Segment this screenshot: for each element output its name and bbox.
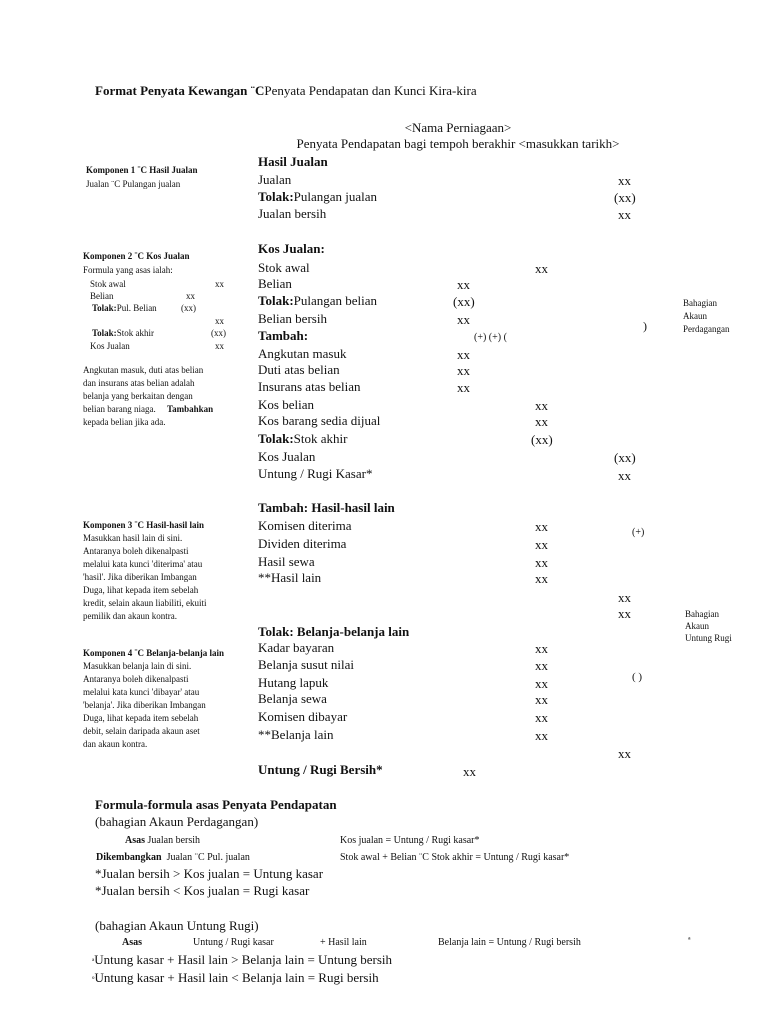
dividen-label: Dividen diterima <box>258 536 347 551</box>
k2-row-value: xx <box>215 279 224 289</box>
pnl-note-line: Bahagian <box>685 609 719 619</box>
k3-line: 'hasil'. Jika diberikan Imbangan <box>83 572 197 582</box>
k2-row-label: Belian <box>90 291 114 301</box>
kos-belian-value: xx <box>535 398 548 413</box>
belanja-lain-value: xx <box>535 728 548 743</box>
duti-value: xx <box>457 363 470 378</box>
k4-line: Duga, lihat kepada item sebelah <box>83 713 199 723</box>
pulangan-belian-value: (xx) <box>453 294 475 309</box>
pulangan-jualan-label: Tolak:Pulangan jualan <box>258 189 378 204</box>
kos-belian-label: Kos belian <box>258 397 314 412</box>
close-paren-mark: ) <box>643 319 647 333</box>
belanja-lain-label: **Belanja lain <box>258 727 334 742</box>
hasil-jualan-heading: Hasil Jualan <box>258 154 328 169</box>
plus-single: (+) <box>632 527 645 538</box>
k2-note-line: belanja yang berkaitan dengan <box>83 391 193 401</box>
k3-line: kredit, selain akaun liabiliti, ekuiti <box>83 598 207 608</box>
komisen-diterima-value: xx <box>535 519 548 534</box>
pnl-note-line: Untung Rugi <box>685 633 732 643</box>
k1-title: Komponen 1 ¨C Hasil Jualan <box>86 165 198 175</box>
rule-line: ºUntung kasar + Hasil lain < Belanja lain = Rugi bersih <box>92 970 379 985</box>
asas2-a: Untung / Rugi kasar <box>193 937 274 948</box>
k2-note-bold: Tambahkan <box>166 404 214 414</box>
stok-akhir-label: Tolak:Stok akhir <box>258 431 348 446</box>
jualan-bersih-value: xx <box>618 207 631 222</box>
kos-barang-value: xx <box>535 414 548 429</box>
trading-note-line: Bahagian <box>683 298 717 308</box>
komisen-dibayar-value: xx <box>535 710 548 725</box>
k2-row-label: Tolak:Pul. Belian <box>92 303 157 313</box>
stok-awal-value: xx <box>535 261 548 276</box>
hutang-lapuk-label: Hutang lapuk <box>258 675 329 690</box>
stok-akhir-value: (xx) <box>531 432 553 447</box>
k2-note-line: dan insurans atas belian adalah <box>83 378 195 388</box>
pnl-subheading: (bahagian Akaun Untung Rugi) <box>95 918 259 933</box>
kadar-bayaran-label: Kadar bayaran <box>258 640 335 655</box>
insurans-value: xx <box>457 380 470 395</box>
pulangan-belian-label: Tolak:Pulangan belian <box>258 293 378 308</box>
angkutan-masuk-label: Angkutan masuk <box>258 346 347 361</box>
page-title <box>95 84 477 97</box>
hasil-sewa-label: Hasil sewa <box>258 554 315 569</box>
k2-title: Komponen 2 ¨C Kos Jualan <box>83 251 190 261</box>
k3-title: Komponen 3 ¨C Hasil-hasil lain <box>83 520 205 530</box>
pulangan-jualan-value: (xx) <box>614 190 636 205</box>
belian-bersih-value: xx <box>457 312 470 327</box>
asas2-label: Asas <box>122 937 143 948</box>
belanja-lain-heading: Tolak: Belanja-belanja lain <box>258 624 410 639</box>
dividen-value: xx <box>535 537 548 552</box>
kadar-bayaran-value: xx <box>535 641 548 656</box>
asas-row: Asas Jualan bersih <box>125 835 201 846</box>
belian-label: Belian <box>258 276 292 291</box>
susut-nilai-value: xx <box>535 658 548 673</box>
page-title-rest: Penyata Pendapatan dan Kunci Kira-kira <box>264 83 477 98</box>
k3-line: melalui kata kunci 'diterima' atau <box>83 559 203 569</box>
k4-title: Komponen 4 ¨C Belanja-belanja lain <box>83 648 225 658</box>
trading-subheading: (bahagian Akaun Perdagangan) <box>95 814 259 829</box>
k2-note-line: Angkutan masuk, duti atas belian <box>83 365 204 375</box>
rule-line: *Jualan bersih > Kos jualan = Untung kasar <box>95 866 324 881</box>
k2-row-value: xx <box>186 291 195 301</box>
jualan-bersih-label: Jualan bersih <box>258 206 327 221</box>
k2-row-label: Tolak:Stok akhir <box>92 328 154 338</box>
tambah-label: Tambah: <box>258 328 309 343</box>
asas2-formula: Belanja lain = Untung / Rugi bersih <box>438 937 581 948</box>
dikembangkan-formula: Stok awal + Belian ¨C Stok akhir = Untung / Rugi kasar* <box>340 852 570 863</box>
kos-jualan-label: Kos Jualan <box>258 449 316 464</box>
susut-nilai-label: Belanja susut nilai <box>258 657 355 672</box>
asas-formula: Kos jualan = Untung / Rugi kasar* <box>340 835 480 846</box>
k4-line: 'belanja'. Jika diberikan Imbangan <box>83 700 206 710</box>
k1-line: Jualan ¨C Pulangan jualan <box>86 179 181 189</box>
k2-note-line: belian barang niaga. Tambahkan <box>83 404 214 414</box>
subtotal-value: xx <box>618 590 631 605</box>
k2-row-value: (xx) <box>181 303 196 313</box>
trading-note-line: Akaun <box>683 311 707 321</box>
untung-bersih-value: xx <box>463 764 476 779</box>
belanja-sewa-value: xx <box>535 692 548 707</box>
total-belanja-value: xx <box>618 746 631 761</box>
k2-row-value: (xx) <box>211 328 226 338</box>
hutang-lapuk-value: xx <box>535 676 548 691</box>
insurans-label: Insurans atas belian <box>258 379 361 394</box>
angkutan-masuk-value: xx <box>457 347 470 362</box>
k2-note-line: kepada belian jika ada. <box>83 417 166 427</box>
k4-line: Antaranya boleh dikenalpasti <box>83 674 189 684</box>
subtotal-value: xx <box>618 606 631 621</box>
hasil-lain-label: **Hasil lain <box>258 570 322 585</box>
rule-line: *Jualan bersih < Kos jualan = Rugi kasar <box>95 883 310 898</box>
stok-awal-label: Stok awal <box>258 260 310 275</box>
belanja-sewa-label: Belanja sewa <box>258 691 327 706</box>
star-marker: ª <box>688 935 691 945</box>
hasil-sewa-value: xx <box>535 555 548 570</box>
asas2-b: + Hasil lain <box>320 937 367 948</box>
k3-line: pemilik dan akaun kontra. <box>83 611 177 621</box>
empty-parens: ( ) <box>632 671 643 683</box>
plus-marks: (+) (+) ( <box>474 332 507 343</box>
belian-value: xx <box>457 277 470 292</box>
k4-line: melalui kata kunci 'dibayar' atau <box>83 687 200 697</box>
hasil-lain-value: xx <box>535 571 548 586</box>
belian-bersih-label: Belian bersih <box>258 311 327 326</box>
k4-line: Masukkan belanja lain di sini. <box>83 661 192 671</box>
rule-line: ªUntung kasar + Hasil lain > Belanja lain = Untung bersih <box>92 952 393 967</box>
kos-barang-label: Kos barang sedia dijual <box>258 413 381 428</box>
pnl-note-line: Akaun <box>685 621 709 631</box>
k3-line: Antaranya boleh dikenalpasti <box>83 546 189 556</box>
k2-formula-intro: Formula yang asas ialah: <box>83 265 173 275</box>
k3-line: Masukkan hasil lain di sini. <box>83 533 183 543</box>
komisen-diterima-label: Komisen diterima <box>258 518 352 533</box>
dikembangkan-row: Dikembangkan Jualan ¨C Pul. jualan <box>96 852 250 863</box>
formula-heading: Formula-formula asas Penyata Pendapatan <box>95 797 337 812</box>
statement-period: Penyata Pendapatan bagi tempoh berakhir <masukkan tarikh> <box>296 136 620 151</box>
untung-kasar-label: Untung / Rugi Kasar* <box>258 466 373 481</box>
k2-row-label: Kos Jualan <box>90 341 130 351</box>
duti-label: Duti atas belian <box>258 362 340 377</box>
kos-jualan-heading: Kos Jualan: <box>258 241 325 256</box>
jualan-label: Jualan <box>258 172 292 187</box>
jualan-value: xx <box>618 173 631 188</box>
k2-row-value: xx <box>215 341 224 351</box>
komisen-dibayar-label: Komisen dibayar <box>258 709 348 724</box>
k4-line: debit, selain daripada akaun aset <box>83 726 200 736</box>
untung-bersih-label: Untung / Rugi Bersih* <box>258 762 383 777</box>
business-name: <Nama Perniagaan> <box>404 120 512 135</box>
k2-row-value: xx <box>215 316 224 326</box>
trading-note-line: Perdagangan <box>683 324 730 334</box>
k2-row-label: Stok awal <box>90 279 126 289</box>
k4-line: dan akaun kontra. <box>83 739 148 749</box>
kos-jualan-value: (xx) <box>614 450 636 465</box>
hasil-lain-heading: Tambah: Hasil-hasil lain <box>258 500 395 515</box>
k3-line: Duga, lihat kepada item sebelah <box>83 585 199 595</box>
untung-kasar-value: xx <box>618 468 631 483</box>
page-title-bold: Format Penyata Kewangan ¨C <box>95 83 265 98</box>
